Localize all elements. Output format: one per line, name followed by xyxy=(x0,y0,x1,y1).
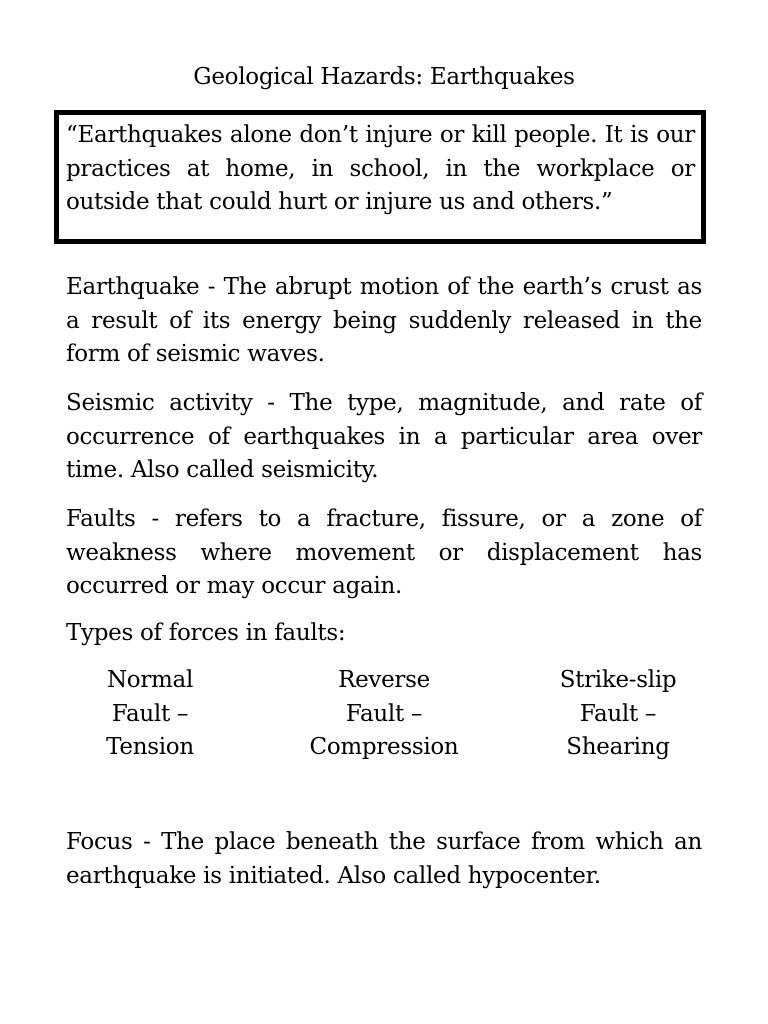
fault-type-name: Strike-slip xyxy=(559,667,677,693)
fault-type-kind: Fault – xyxy=(579,700,657,727)
fault-type-normal xyxy=(60,664,240,765)
fault-type-name: Normal xyxy=(106,667,194,693)
fault-type-reverse xyxy=(284,664,484,765)
fault-type-kind: Fault – xyxy=(111,700,189,727)
fault-type-strike-slip xyxy=(528,664,708,765)
fault-type-kind: Fault – xyxy=(345,700,423,727)
quote-text: “Earthquakes alone don’t injure or kill people. It is our practices at home, in school, in the workplace or outside that could hurt or injure us and others.” xyxy=(66,122,695,215)
forces-heading: Types of forces in faults: xyxy=(66,620,346,646)
definition-seismic-activity: Seismic activity - The type, magnitude, and rate of occurrence of earthquakes in a particular area over time. Also called seismicity. xyxy=(66,390,702,483)
fault-type-name: Reverse xyxy=(338,667,430,693)
definition-focus: Focus - The place beneath the surface from which an earthquake is initiated. Also called hypocenter. xyxy=(66,829,702,889)
quote-box xyxy=(54,110,706,244)
fault-type-force: Compression xyxy=(309,734,459,760)
definition-earthquake: Earthquake - The abrupt motion of the earth’s crust as a result of its energy being suddenly released in the form of seismic waves. xyxy=(66,274,702,367)
definition-faults: Faults - refers to a fracture, fissure, or a zone of weakness where movement or displacement has occurred or may occur again. xyxy=(66,506,702,599)
fault-type-force: Tension xyxy=(106,734,194,760)
fault-type-force: Shearing xyxy=(566,734,670,760)
page-title: Geological Hazards: Earthquakes xyxy=(193,64,575,90)
